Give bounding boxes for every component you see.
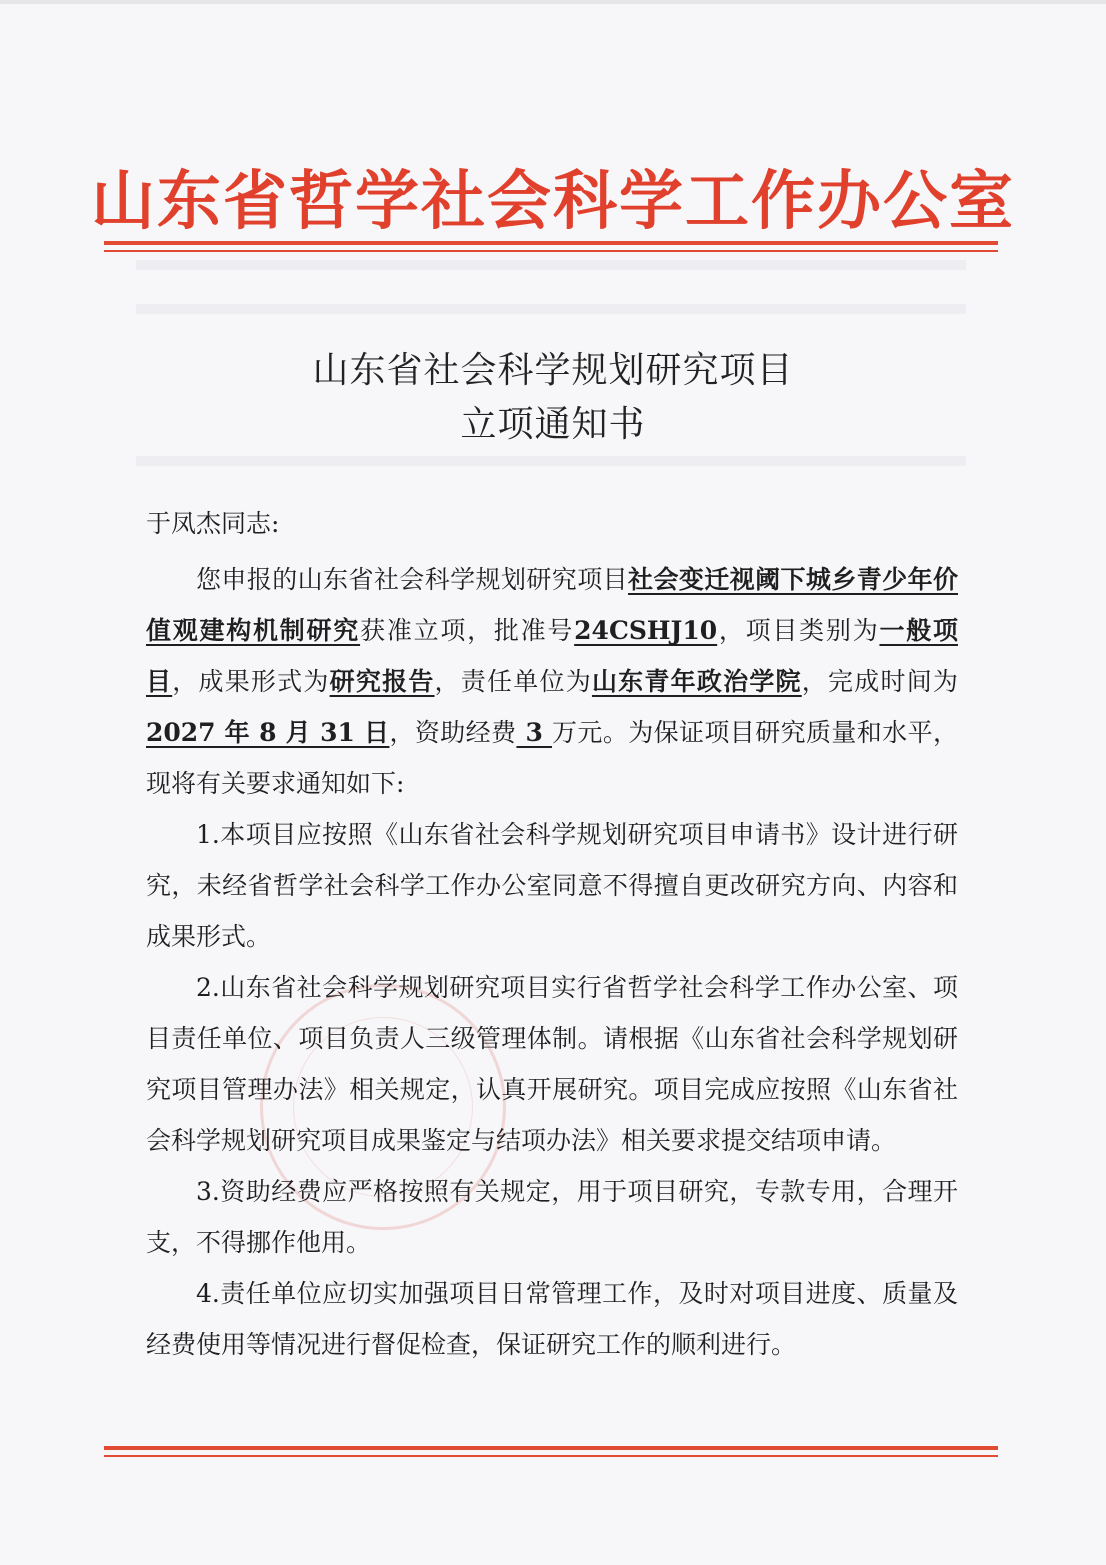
notice-text: 您申报的山东省社会科学规划研究项目 (196, 565, 629, 594)
notice-text: 获准立项，批准号 (360, 616, 575, 645)
notice-text: 万元。为保证项目研究质量和水平，现将有关要求通知如下: (146, 718, 958, 798)
requirement-item: 2.山东省社会科学规划研究项目实行省哲学社会科学工作办公室、项目责任单位、项目负责人三级管理体制。请根据《山东省社会科学规划研究项目管理办法》相关规定，认真开展研究。项目完成应按照《山东省社会科学规划研究项目成果鉴定与结项办法》相关要求提交结项申请。 (146, 973, 958, 1155)
salutation-suffix: 同志: (221, 509, 280, 538)
notice-text: ，成果形式为 (172, 667, 330, 696)
document-title-line2: 立项通知书 (460, 404, 646, 445)
funding-amount: 3 (516, 718, 553, 747)
project-category: 一般项目 (146, 616, 958, 696)
bleed-through (136, 260, 966, 270)
office-letterhead: 山东省哲学社会科学工作办公室 (91, 165, 1015, 239)
approval-number: 24CSHJ10 (574, 616, 718, 645)
requirement-item: 4.责任单位应切实加强项目日常管理工作，及时对项目进度、质量及经费使用等情况进行督促检查，保证研究工作的顺利进行。 (146, 1279, 958, 1359)
recipient-name: 于凤杰 (146, 509, 222, 538)
letterhead-rule-bottom (104, 250, 998, 252)
notice-text: ，项目类别为 (717, 616, 880, 645)
result-form: 研究报告 (329, 667, 435, 696)
bleed-through (136, 304, 966, 314)
notice-text: ，完成时间为 (801, 667, 958, 696)
notice-paragraph (146, 554, 958, 809)
footer-rule-bottom (104, 1455, 998, 1457)
notice-body (146, 554, 958, 1370)
notice-text: ，资助经费 (389, 718, 517, 747)
requirement-item: 3.资助经费应严格按照有关规定，用于项目研究，专款专用，合理开支，不得挪作他用。 (146, 1177, 958, 1257)
responsible-unit: 山东青年政治学院 (591, 667, 802, 696)
document-title-line1: 山东省社会科学规划研究项目 (312, 350, 794, 391)
project-name: 社会变迁视阈下城乡青少年价值观建构机制研究 (146, 565, 958, 645)
letterhead-rule-top (104, 241, 998, 245)
bleed-through (136, 456, 966, 466)
salutation (146, 504, 279, 540)
footer-rule-top (104, 1446, 998, 1450)
notice-text: ，责任单位为 (434, 667, 592, 696)
requirement-item: 1.本项目应按照《山东省社会科学规划研究项目申请书》设计进行研究，未经省哲学社会科学工作办公室同意不得擅自更改研究方向、内容和成果形式。 (146, 820, 958, 951)
completion-deadline: 2027 年 8 月 31 日 (146, 718, 390, 747)
